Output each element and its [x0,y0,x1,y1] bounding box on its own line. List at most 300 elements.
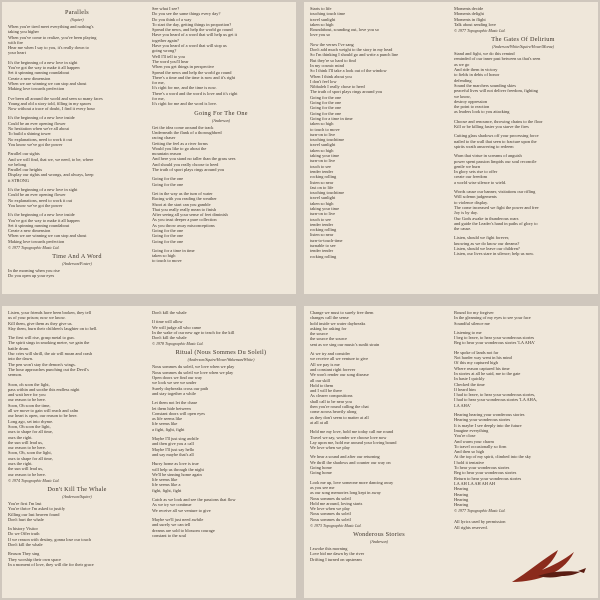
lyric-line: Nous sommes du soleil, we love when we play [152,364,235,370]
copyright-line: © 1977 Topographic Music Ltd. [8,244,60,250]
lyric-line: Spread the news, and help the world go round [152,27,233,33]
lyric-line: Nous sommes du soleil we love when we play [152,369,234,375]
lyric-line: Listen, should we leave our children? [454,245,520,251]
lyric-line: Do we Offer truth [8,531,40,537]
lyric-line: Moments in flight [454,16,486,22]
lyric-line: When you're tired meet everything and nothing's [8,24,94,29]
lyric-line: our heart is open, our reason to be here. [8,413,78,419]
lyric-line: Create a new dimension [8,228,51,234]
lyric-line: taken so high [310,200,334,206]
lyric-line: as life seems like [152,416,183,422]
lyric-line: Hearing [454,502,469,508]
lyric-line: Beg to hear your wonderous stories [454,470,517,476]
lyric-line: Have you heard of a word that will stop us [152,43,227,49]
copyright-line: © 1977 Topographic Music Ltd. [454,508,506,514]
song-credit: (Anderson/Squire) [62,493,92,499]
lyric-line: to touch to move [310,126,340,132]
lyric-line: Spread the news and help the world go round [152,69,232,75]
lyric-line: So I'm thinking I should go and write a punch line [310,52,399,58]
lyric-line: Sound the marchers sounding skies [454,82,516,88]
lyric-line: Going for a time in time [310,115,353,121]
lyric-line: Do you think of a way [152,16,192,22]
lyric-line: It is maybe I see deeply into the future [454,422,522,428]
lyric-line: Where reason captured his time [454,365,510,371]
lyric-line: ours to shape for all time, [8,429,53,435]
lyric-line: Bound for my forgiver [454,310,494,315]
lyric-line: In the morning when you rise [8,267,60,273]
lyric-line: fight, fight, fight [152,487,182,493]
lyric-line: Going for the one [310,110,342,116]
lyric-line: taken so high [310,121,334,127]
lyric-line: rocking rolling [310,253,337,259]
copyright-line: © 1974 Topographic Music Ltd. [8,477,60,483]
lyric-line: listen so near [310,179,334,185]
lyric-line: Stand and fight, we do this remind [454,51,515,57]
column [152,310,290,594]
lyric-line: If heard him [454,386,476,392]
lyric-line: Cutting glass shadows off your processing force [454,133,539,139]
lyric-line: ours the right. [8,461,33,467]
lyric-line: we know, [454,93,471,99]
lyric-line: Listen, your friends have been broken, they tell [8,310,92,315]
lyric-line: We love when we play [310,506,350,512]
lyric-line: racing chaser [152,135,176,141]
lyric-line: to touch to move [152,258,182,264]
lyric-line: You know we've got the power [8,141,63,147]
lyric-line: Getting the feel as a river forms [152,140,208,146]
song-credit: (Squier) [70,17,84,22]
lyric-line: Do you open up your eyes [8,273,55,279]
lyric-line: Set it spinning running roundabout [8,70,70,76]
lyric-line: When you've come to realize, you've been playing [8,34,97,40]
lyric-line: As we try we continue [152,502,192,508]
lyric-line: I awoke this morning [310,545,348,551]
lyric-line: our reason to be here. [8,471,46,477]
lyric-line: and then give you a call [152,441,194,447]
lyric-line: You've got the way to make it all happen [8,65,80,71]
lyric-line: In a moment of love, they will die for their grace [8,561,94,567]
lyric-line: It's right for me, and the time is now. [152,85,217,91]
lyric-line: and constant right forever [310,366,356,372]
lyric-line: Lay upon me, hold me around your loving bound [310,439,397,445]
lyric-line: as leaders look to you attacking [454,109,510,115]
lyric-line: Get the idea come around the track [152,124,214,130]
lyric-line: life seems like [152,477,178,483]
lyric-line: Hurry home as love is true [152,461,199,467]
lyric-line: When I think about you [310,73,352,79]
lyric-line: Look me up, love someone more dancing away [310,479,394,485]
lyric-line: as you see me [310,484,335,490]
lyric-line: travel sunlight [310,195,336,201]
lyric-line: travel sunlight [310,16,336,22]
lyric-line: at all at all [310,419,329,425]
lyric-line: Change we must to surely free them [310,310,374,315]
lyric-line: dreams are sold to blossom courage [152,527,215,533]
lyric-line: In my cosmic mind [310,62,345,68]
lyric-line: To hear your wonderous stories [454,465,510,471]
lyric-line: You've got the way to make it all happen [8,217,80,223]
lyric-line: The word you'll hear [152,58,189,64]
lyric-line: Hold to them [310,382,334,388]
lyric-line: and I will be there [310,388,342,394]
lyric-line: Return to hear your wonderous stories [454,475,522,481]
lyric-line: After seeing all your sense of feet diminish [152,212,228,218]
lyric-line: let them hide between [152,405,191,411]
lyric-line: If we reason with destiny, gonna lose our touch [8,536,91,542]
lyric-line: going wrong? [152,48,177,54]
lyric-line: together again? [152,37,179,43]
lyric-line: Hearing your wonderous stories [454,417,511,423]
lyric-line: into the dawn. [8,356,33,362]
lyric-line: Listening to me [454,329,482,335]
lyric-line: as they don't seem to matter at all [310,414,369,420]
lyric-line: I've been all around the world and seen so many faces [8,95,103,101]
bird-wing [512,550,574,582]
lyric-line: It's right for me and the word is love. [152,101,218,107]
lyric-line: Open doors we find our way [152,375,203,381]
lyric-line: To travel occasionally so firm [454,443,507,449]
lyric-line: ours the right. [8,434,33,440]
lyric-line: The come increased we fight the power and free [454,204,539,210]
lyric-line: touching touch time [310,11,346,17]
lyric-line: And should you really choose to heed [152,161,219,167]
lyric-line: It's the beginning of a new love in sight [8,187,78,193]
lyric-line: reminded of our inner past between us that's seen [454,56,541,62]
lyric-line: There's a word and the word is love and it's right [152,90,238,96]
lyric-line: No explanations, need to work it out [8,136,73,142]
lyric-line: Surely daybreaks cross our path [152,385,209,391]
lyric-line: tender tender [310,168,334,174]
lyric-line: Create a new dimension [8,75,51,81]
song-credit: (Anderson) [370,538,388,544]
lyric-line: spirits wrath answering to redeem [454,143,514,149]
lyric-line: In the wake of our new age to teach for the kill [152,329,235,335]
lyric-line: If time will allow [152,319,183,325]
lyric-line: Of this my captured high [454,360,498,366]
bird-illustration [508,542,588,588]
lyric-line: Get in the way as the turn of water [152,190,213,196]
page-top-right [304,2,598,294]
lyric-line: life seems like [152,421,178,427]
lyric-line: In glory sets rise to offer [454,169,498,175]
lyric-line: Choose and renounce, throwing chains to the floor [454,118,543,124]
lyric-line: the source the source [310,336,347,342]
lyric-line: It's the beginning of a new love inside [8,115,75,121]
lyric-line: turn-on to live [310,211,336,217]
lyric-line: The pen won't stay the demon's wings. [8,361,76,367]
lyric-line: Going for the one [310,105,342,111]
song-credit: (Anderson) [212,117,230,123]
lyric-line: Reason They sing [8,551,40,557]
lyric-line: as we go [454,61,470,67]
lyric-line: As clearer compositions [310,393,353,399]
lyric-line: To start the day, getting things in proportion? [152,21,232,27]
lyric-line: constant to the soul [152,532,187,538]
lyric-line: We thrill the shadows and counter our way on [310,459,391,465]
lyric-line: It's the beginning of a new love in sight [8,59,78,65]
lyric-line: I beg to leave, to hear your wonderous stories [454,335,535,341]
lyric-line: It's the beginning of a new love inside [8,212,75,218]
lyric-line: In history Visitor [8,526,38,532]
lyric-line: it STRONG [8,177,30,183]
lyric-line: tender tender [310,221,334,227]
lyric-line: The truth of sport plays rings around you [310,89,383,95]
lyric-line: They worship their own space [8,556,61,562]
lyric-line: Nibbaleh I really chose to heed [310,84,365,90]
lyric-line: Making love towards perfection [8,86,65,92]
lyric-line: Now without a trace of doubt, I find it every hour [8,106,95,112]
lyric-line: In stories at all he said, me to the gate [454,370,521,376]
lyric-line: Parallel our sights [8,151,40,157]
lyric-line: There's a time and the time is now and it's right [152,74,236,80]
lyric-line: We'll be sinning home again [152,471,202,477]
lyric-line: Set it spinning running roundabout [8,222,70,228]
lyric-line: Going for the one [152,238,184,244]
lyric-line: will help us through the night [152,466,204,472]
lyric-line: power spent passion limpids our soul reconcile [454,158,537,164]
lyric-line: Starts to life [310,6,332,11]
lyric-line: love you so [310,32,331,38]
lyric-line: No explanations, need to work it out [8,197,73,203]
column [8,6,146,290]
lyric-line: Going for the one [310,94,342,100]
lyric-line: nailed to the wall that seen to fracture upon the [454,138,537,144]
lyric-line: the sun will lead us, [8,439,43,445]
song-credit: (Anderson/Foster) [62,260,92,266]
lyric-line: When we are winning we can stop and shout [8,233,87,239]
lyric-line: The fiest will rise, grasp metal to gun. [8,335,75,341]
lyric-line: hold inside we water daybreaks [310,320,366,326]
lyric-line: our reason to be here. [8,397,46,403]
song-credit: (Anderson/White/Squire/Howe/Moraz) [492,44,554,50]
lyric-line: Soon, Oh soon the light, [8,423,51,429]
lyric-line: Do you see the same things every day? [152,11,221,17]
lyric-line: All we pay is me [310,361,340,367]
lyric-line: As you throw away misconceptions [152,222,215,228]
lyric-line: turn-to-touch-time [310,237,343,243]
lyric-line: At we try and consider [310,351,350,357]
lyric-line: As you trust deeper a pure collection [152,217,217,223]
lyric-line: our reason to be here. [8,445,46,451]
copyright-line: © 1977 Topographic Music Ltd. [454,28,506,34]
lyric-line: Hearing hearing your wonderous stories [454,412,525,418]
lyric-line: taking your time [310,153,340,159]
lyric-line: taken so high [310,147,334,153]
lyric-line: and surely we can tell [152,522,191,528]
lyric-line: Nous sommes du soleil [310,511,351,517]
lyric-line: Young and old a story told, filling in my spaces [8,100,92,106]
song-title: Wonderous Stories [353,530,405,538]
lyric-line: Making love towards perfection [8,238,65,244]
lyric-line: And then so high [454,449,485,455]
lyric-line: Drifting I turned on upstream [310,556,362,562]
lyric-line: touch to see [310,163,331,169]
lyric-line: In haste I quickly [454,376,485,382]
song-title: Ritual (Nous Sommes Du Soleil) [175,349,267,357]
lyric-line: the source [310,331,328,337]
lyric-line: I had to leave, to hear your wonderous stories, [454,392,536,398]
lyric-line: I don't feel low [310,78,337,84]
lyric-line: And ride them in victory [454,67,498,73]
lyric-line: taking you higher [8,29,39,35]
page-bottom-right [304,306,598,598]
lyric-line: Moments decide [454,6,484,11]
lyric-line: all we move to gain will reach and calm [8,408,79,414]
lyric-line: At the top of my spirit, climbed into the sky [454,454,532,460]
lyric-line: shall call to be near you [310,398,352,404]
lyric-line: And here you stand no taller than the grass sees [152,156,236,162]
lyric-line: The hour approaches punching out the Devil's [8,366,89,372]
song-title: Parallels [64,9,89,16]
lyric-line: He spoke of lands not far [454,349,499,355]
lyric-line: LA AH LA AH AH AH [454,480,496,486]
lyric-line: In the gleaming of my eyes to see your face [454,315,531,321]
lyric-line: as our song memories long kept in away [310,490,381,496]
copyright-line: © 1973 Topographic Music Ltd. [310,522,362,528]
column [152,6,290,290]
lyric-line: Not harder way went in his mind [454,355,512,361]
lyric-line: When you get things in perspective [152,64,215,70]
song-title: Don't Kill The Whale [47,485,107,493]
lyric-line: Constant doors will open eyes [152,410,205,416]
lyric-line: defending [454,77,472,83]
lyric-line: Would you like to go about the [152,145,207,151]
lyric-line: peaceful lives will not deliver freedom, fighting [454,88,539,94]
lyric-line: Long ago, set into rhyme. [8,418,54,424]
lyric-line: All lyrics used by permission [454,519,506,525]
lyric-line: Shoot at the start can you gamble [152,201,211,207]
lyric-line: Going for a time in time [152,247,195,253]
song-title: Time And A Word [52,252,102,260]
lyric-line: Moments delight [454,11,484,17]
lyric-line: Don't kill the whale [152,310,187,315]
lyric-line: tender tender [310,248,334,254]
lyric-line: See what I see? [152,6,180,11]
lyric-line: Hear me when I say to you, it's really down to [8,45,89,51]
lyric-line: Parallel our heights [8,167,43,173]
lyric-line: We receive all we venture to give [152,507,211,513]
lyric-line: So I think I'll take a look out of the window [310,68,387,74]
lyric-line: Maybe I'll just say hello [152,446,195,452]
lyric-line: come across heavily along [310,409,357,415]
copyright-line: © 1978 Topographic Music Ltd. [152,341,204,347]
page-top-left [2,2,296,294]
lyric-line: touching touchtime [310,190,345,196]
lyric-line: life seems like a [152,482,181,488]
lyric-line: to violence display. [454,199,488,205]
lyric-line: a fight, fight, fight [152,426,185,432]
column [8,310,146,594]
lyric-line: with fire [8,39,23,45]
lyric-line: Words cause our banner, visitations our rifling [454,189,536,195]
lyric-line: You're thrice I'm asked to justify [8,506,66,512]
lyric-line: destroy oppression [454,98,488,104]
lyric-line: The truth of sport plays rings around you [152,167,225,173]
lyric-line: Going for the one [310,100,342,106]
lyric-line: Slay them, burn their children's laughter on to hell. [8,325,98,331]
lyric-line: Soundful silence me [454,320,490,326]
song-title: Going For The One [194,109,248,117]
lyric-line: But they're so hard to find [310,57,356,63]
lyric-line: That you really really mean to finish [152,206,217,212]
lyric-line: battle drum. [8,345,30,351]
lyric-line: all our skill [310,377,331,383]
lyric-line: we receive all we venture to give [310,356,369,362]
lyric-line: sermon. [8,372,23,378]
lyric-line: LA AHA' [454,402,471,408]
lyric-line: Soon, Oh, soon the light, [8,450,52,456]
lyric-line: sent as we sing our music's sunlit strain [310,341,380,347]
lyric-line: Catch as we look and see the passions that flow [152,497,236,503]
lyric-line: We hear a sound and after our returning [310,454,380,460]
lyric-line: Checked the time [454,381,485,387]
lyric-line: Listen, our lives stare in silence; help us now. [454,251,534,257]
song-credit: (Anderson/Squire/Howe/Wakeman/White) [187,357,255,363]
lyric-line: and wait here for you [8,392,46,398]
lyric-line: Don't add much weight to the story in my head [310,47,393,53]
lyric-line: and stay together a while [152,390,196,396]
lyric-line: I had to hear your wonderous stories 'LA AHA, [454,397,538,403]
lyric-line: for me, [152,96,165,102]
lyric-line: Travel we say, wonder we choose love now [310,434,387,440]
lyric-line: gentle we burn [454,163,481,169]
lyric-line: Soon, oh soon the light, [8,381,50,387]
lyric-line: No hesitation when we're all about [8,126,69,132]
lyric-line: turn-on to live [310,158,336,164]
lyric-line: Going home [310,465,332,471]
lyric-line: the sun will lead us, [8,466,43,472]
lyric-line: we belong [8,161,27,167]
lyric-line: Soon, Oh soon the time, [8,402,51,408]
lyric-line: Maybe we'll just need awhile [152,516,204,522]
lyric-line: Don't kill the whale [152,335,187,341]
lyric-line: touch to see [310,216,331,222]
lyric-line: us of your prison; now we know. [8,315,66,321]
lyric-line: Hearing [454,491,469,497]
lyric-line: create our freedom [454,174,488,180]
lyric-line: Love bid me dawn by the river [310,551,365,557]
lyric-line: Don't kill the whale [8,541,43,547]
lyric-line: Will solemn judgements [454,194,497,200]
lyric-line: the cause. [454,226,472,232]
lyric-line: then you're round calling the chat [310,404,369,410]
lyric-line: taken so high [152,253,176,259]
lyric-line: mountain reason [152,151,182,157]
lyric-line: Going for the one [152,181,184,187]
lyric-line: Warn that virtue in screams of anguish [454,153,522,159]
lyric-line: Nous sommes du soleil [310,516,351,522]
lyric-line: Killing our last heaven found [8,511,60,517]
lyric-line: travel sunlight [310,142,336,148]
column [310,6,448,290]
page-bottom-left [2,306,296,598]
lyric-line: You're close [454,433,476,439]
lyric-line: Going for the one [152,176,184,182]
lyric-line: Going for the one [152,233,184,239]
lyric-line: we look we see we under [152,380,197,386]
lyric-line: pass within and soothe this endless night [8,386,80,392]
lyric-line: touching touchtime [310,137,345,143]
lyric-line: turn-on to live [310,131,336,137]
lyric-line: turnable to see [310,243,336,249]
lyric-line: Kill or be killing faster you starve the fires [454,124,529,130]
lyric-line: Listen, should we fight forever, [454,235,510,241]
lyric-line: rocking rolling [310,227,337,233]
lyric-line: Our Gods awake in thunderous roars [454,215,519,221]
lyric-line: the point to reaction [454,104,490,110]
song-title: The Gates Of Delirium [491,36,555,44]
lyric-line: listen so near [310,232,334,238]
